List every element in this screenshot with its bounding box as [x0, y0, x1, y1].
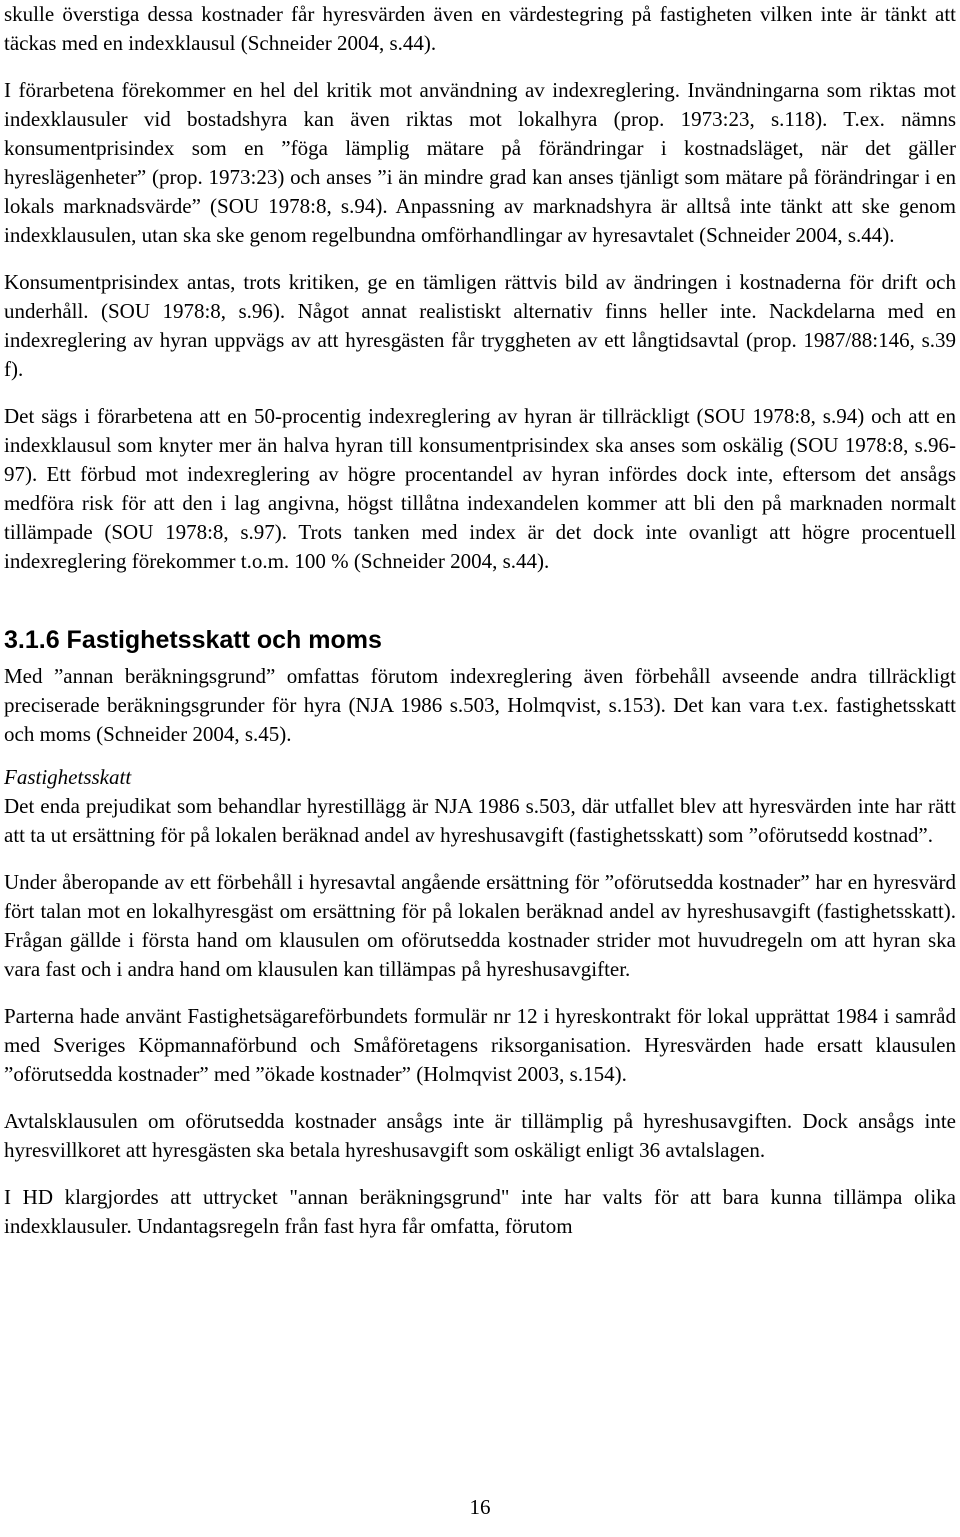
section-heading: 3.1.6 Fastighetsskatt och moms	[4, 626, 382, 654]
paragraph-consumer-price-index: Konsumentprisindex antas, trots kritiken, ge en tämligen rättvis bild av ändringen i kostnaderna för drift och underhåll. (SOU 1978:8, s.96). Något annat realistiskt alternativ finns heller inte. Nackdelarna med en indexreglering av hyran uppvägs av att hyresgästen får tryggheten av ett långtidsavtal (prop. 1987/88:146, s.39 f).	[4, 270, 956, 381]
document-page	[4, 0, 956, 1241]
paragraph-other-calculation-basis: Med ”annan beräkningsgrund” omfattas förutom indexreglering även förbehåll avseende andra tillräckligt preciserade beräkningsgrunder för hyra (NJA 1986 s.503, Holmqvist, s.153). Det kan vara t.ex. fastighetsskatt och moms (Schneider 2004, s.45).	[4, 664, 956, 746]
page-number: 16	[469, 1495, 491, 1519]
paragraph-unforeseen-costs: Under åberopande av ett förbehåll i hyresavtal angående ersättning för ”oförutsedda kostnader” har en hyresvärd fört talan mot en lokalhyresgäst om ersättning för på lokalen beräknad andel av hyreshusavgift (fastighetsskatt). Frågan gällde i första hand om klausulen om oförutsedda kostnader strider mot huvudregeln om att hyran ska vara fast och i andra hand om klausulen kan tillämpas på hyreshusavgifter.	[4, 870, 956, 981]
paragraph-contract-clause: Avtalsklausulen om oförutsedda kostnader ansågs inte är tillämplig på hyreshusavgiften. Dock ansågs inte hyresvillkoret att hyresgästen ska betala hyreshusavgift som oskäligt enligt 36 avtalslagen.	[4, 1109, 956, 1162]
paragraph-fifty-percent-index: Det sägs i förarbetena att en 50-procentig indexreglering av hyran är tillräckligt (SOU 1978:8, s.94) och att en indexklausul som knyter mer än halva hyran till konsumentprisindex ska anses som oskälig (SOU 1978:8, s.96-97). Ett förbud mot indexreglering av högre procentandel av hyran infördes dock inte, eftersom det ansågs medföra risk för att den i lag angivna, högst tillåtna indexandelen kommer att bli den på marknaden normalt tillämpade (SOU 1978:8, s.97). Trots tanken med index är det dock inte ovanligt att högre procentuell indexreglering förekommer t.o.m. 100 % (Schneider 2004, s.44).	[4, 404, 956, 573]
paragraph-precedent: Det enda prejudikat som behandlar hyrestillägg är NJA 1986 s.503, där utfallet blev att hyresvärden inte har rätt att ta ut ersättning för på lokalen beräknad andel av hyreshusavgift (fastighetsskatt) som ”oförutsedd kostnad”.	[4, 794, 956, 847]
paragraph-index-value-increase: skulle överstiga dessa kostnader får hyresvärden även en värdestegring på fastigheten vilken inte är tänkt att täckas med en indexklausul (Schneider 2004, s.44).	[4, 2, 956, 55]
paragraph-criticism-index: I förarbetena förekommer en hel del kritik mot användning av indexreglering. Invändningarna som riktas mot indexklausuler vid bostadshyra kan även riktas mot lokalhyra (prop. 1973:23, s.118). T.ex. nämns konsumentprisindex som en ”föga lämplig mätare på förändringar i kostnadsläget, när det gäller hyreslägenheter” (prop. 1973:23) och anses ”i än mindre grad kan anses tjänligt som mätare på förändringar i en lokals marknadsvärde” (SOU 1978:8, s.94). Anpassning av marknadshyra är alltså inte tänkt att ske genom indexklausulen, utan ska ske genom regelbundna omförhandlingar av hyresavtalet (Schneider 2004, s.44).	[4, 78, 956, 247]
paragraph-hd-clarified: I HD klargjordes att uttrycket "annan beräkningsgrund" inte har valts för att bara kunna tillämpa olika indexklausuler. Undantagsregeln från fast hyra får omfatta, förutom	[4, 1185, 956, 1238]
subheading-property-tax: Fastighetsskatt	[4, 765, 132, 789]
paragraph-form-no-12: Parterna hade använt Fastighetsägareförbundets formulär nr 12 i hyreskontrakt för lokal upprättat 1984 i samråd med Sveriges Köpmannaförbund och Småföretagens riksorganisation. Hyresvärden hade ersatt klausulen ”oförutsedda kostnader” med ”ökade kostnader” (Holmqvist 2003, s.154).	[4, 1004, 956, 1086]
